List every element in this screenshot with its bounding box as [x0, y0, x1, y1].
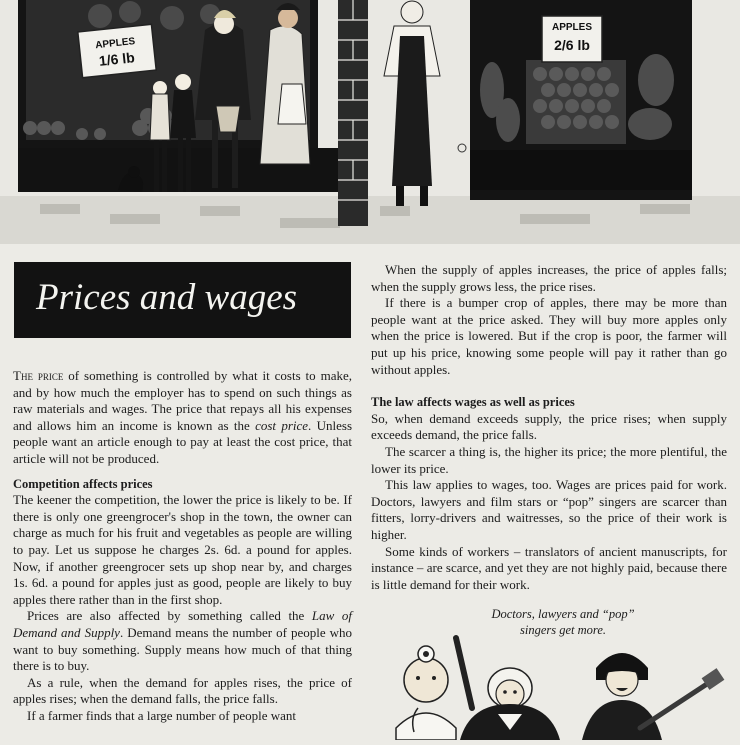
title-banner: [14, 262, 351, 338]
shop-front-illustration: [0, 0, 740, 244]
left-column: [13, 368, 352, 724]
paragraph-wages: This law applies to wages, too. Wages are prices paid for work. Doctors, lawyers and film stars or “pop” singers are scarcer than fitters, lorry-drivers and waitresses, so the price of their work is higher.: [371, 477, 727, 542]
paragraph-farmer: If a farmer finds that a large number of people want: [27, 707, 297, 723]
professions-illustration: [360, 628, 740, 740]
right-price-sign-title: APPLES: [551, 22, 593, 33]
law-intro-emphasis: Law of Demand and Supply: [13, 608, 352, 640]
heading-wages: The law affects wages as well as prices: [371, 395, 575, 410]
heading-competition: Competition affects prices: [13, 476, 153, 491]
paragraph-demand: As a rule, when the demand for apples rises, the price of apples rises; when the demand falls, the price falls.: [13, 674, 352, 707]
intro-emphasis: cost price: [255, 417, 309, 433]
right-column: [371, 262, 727, 593]
left-price-sign-price: 1/6 lb: [98, 49, 136, 69]
paragraph-competition: The keener the competition, the lower the price is likely to be. If there is only one greengrocer's shop in the town, the owner can charge as much for his fruit and vegetables as people are willing to pay. Let us suppose he charges 2s. 6d. a pound for apples. Now, if another greengrocer sets up shop near by, and charges 1s. 6d. a pound for apples just as good, people are likely to buy apples there rather than in the first shop.: [13, 492, 352, 607]
paragraph-law-intro: [13, 608, 352, 674]
law-intro-start: Prices are also affected by something called the: [27, 608, 312, 624]
law-intro-end: . Demand means the number of people who want to buy something. Supply means how much of that thing there is to buy.: [13, 624, 352, 674]
paragraph-translators: Some kinds of workers – translators of ancient manuscripts, for instance – are scarce, and yet they are not highly paid, because there is little demand for their work.: [371, 543, 727, 592]
intro-lead: The price: [13, 368, 64, 383]
right-price-sign-price: 2/6 lb: [554, 37, 590, 53]
illustration-caption: Doctors, lawyers and “pop” singers get more.: [491, 607, 635, 637]
paragraph-intro: [13, 368, 352, 468]
paragraph-scarcity: The scarcer a thing is, the higher its price; the more plentiful, the lower its price.: [371, 443, 727, 476]
paragraph-supply: When the supply of apples increases, the price of apples falls; when the supply grows less, the price rises.: [371, 262, 727, 294]
intro-end: . Unless people want an article enough to pay at least the cost price, that article will not be produced.: [13, 417, 352, 466]
paragraph-bumper-crop: If there is a bumper crop of apples, there may be more than people want at the price asked. They will buy more apples only when the price is lowered. But if the crop is poor, the farmer will put up his price, knowing some people will pay it rather than go without apples.: [371, 295, 727, 377]
intro-text: of something is controlled by what it costs to make, and by how much the employer has to spend on such things as raw materials and wages. The price that repays all his expenses and allows him an income is known as the: [13, 368, 352, 433]
page-title: Prices and wages: [36, 277, 298, 318]
left-price-sign-title: APPLES: [94, 36, 136, 52]
paragraph-demand-supply: So, when demand exceeds supply, the price rises; when supply exceeds demand, the price falls.: [371, 410, 727, 443]
